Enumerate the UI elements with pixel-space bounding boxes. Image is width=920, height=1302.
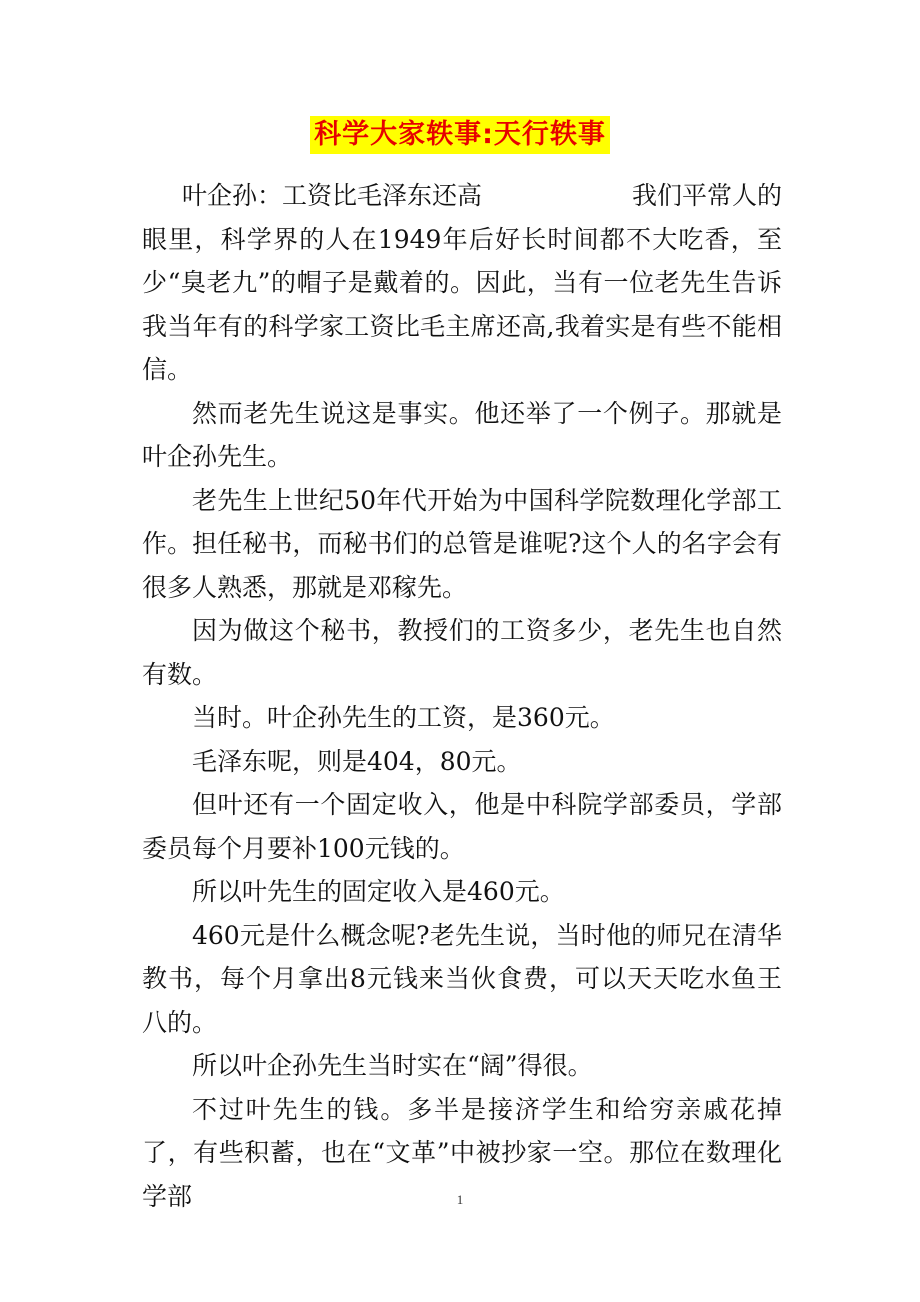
section-heading: 叶企孙：工资比毛泽东还高 bbox=[182, 181, 483, 210]
paragraph-1: 眼里，科学界的人在1949年后好长时间都不大吃香，至少“臭老九”的帽子是戴着的。因此，当有一位老先生告诉我当年有的科学家工资比毛主席还高,我着实是有些不能相信。 bbox=[142, 224, 782, 384]
paragraph-7: 但叶还有一个固定收入，他是中科院学部委员，学部委员每个月要补100元钱的。 bbox=[142, 790, 782, 863]
paragraph-11: 不过叶先生的钱。多半是接济学生和给穷亲戚花掉了，有些积蓄，也在“文革”中被抄家一空。那位在数理化学部 bbox=[142, 1094, 782, 1211]
opening-line bbox=[142, 174, 782, 218]
paragraph-5: 当时。叶企孙先生的工资，是360元。 bbox=[192, 703, 615, 732]
paragraph-10: 所以叶企孙先生当时实在“阔”得很。 bbox=[192, 1051, 593, 1080]
paragraph-6: 毛泽东呢，则是404，80元。 bbox=[192, 746, 522, 776]
page-number: 1 bbox=[456, 1192, 464, 1207]
paragraph-8: 所以叶先生的固定收入是460元。 bbox=[192, 877, 565, 906]
paragraph-2: 然而老先生说这是事实。他还举了一个例子。那就是叶企孙先生。 bbox=[142, 398, 782, 471]
document-title: 科学大家轶事:天行轶事 bbox=[310, 116, 610, 154]
paragraph-9: 460元是什么概念呢?老先生说，当时他的师兄在清华教书，每个月拿出8元钱来当伙食费，可以天天吃水鱼王八的。 bbox=[142, 920, 782, 1037]
opening-phrase: 我们平常人的 bbox=[631, 181, 782, 210]
paragraph-4: 因为做这个秘书，教授们的工资多少，老先生也自然有数。 bbox=[142, 616, 782, 689]
title-container bbox=[0, 116, 920, 154]
document-body bbox=[142, 174, 782, 1218]
paragraph-3: 老先生上世纪50年代开始为中国科学院数理化学部工作。担任秘书，而秘书们的总管是谁呢?这个人的名字会有很多人熟悉，那就是邓稼先。 bbox=[142, 485, 782, 602]
